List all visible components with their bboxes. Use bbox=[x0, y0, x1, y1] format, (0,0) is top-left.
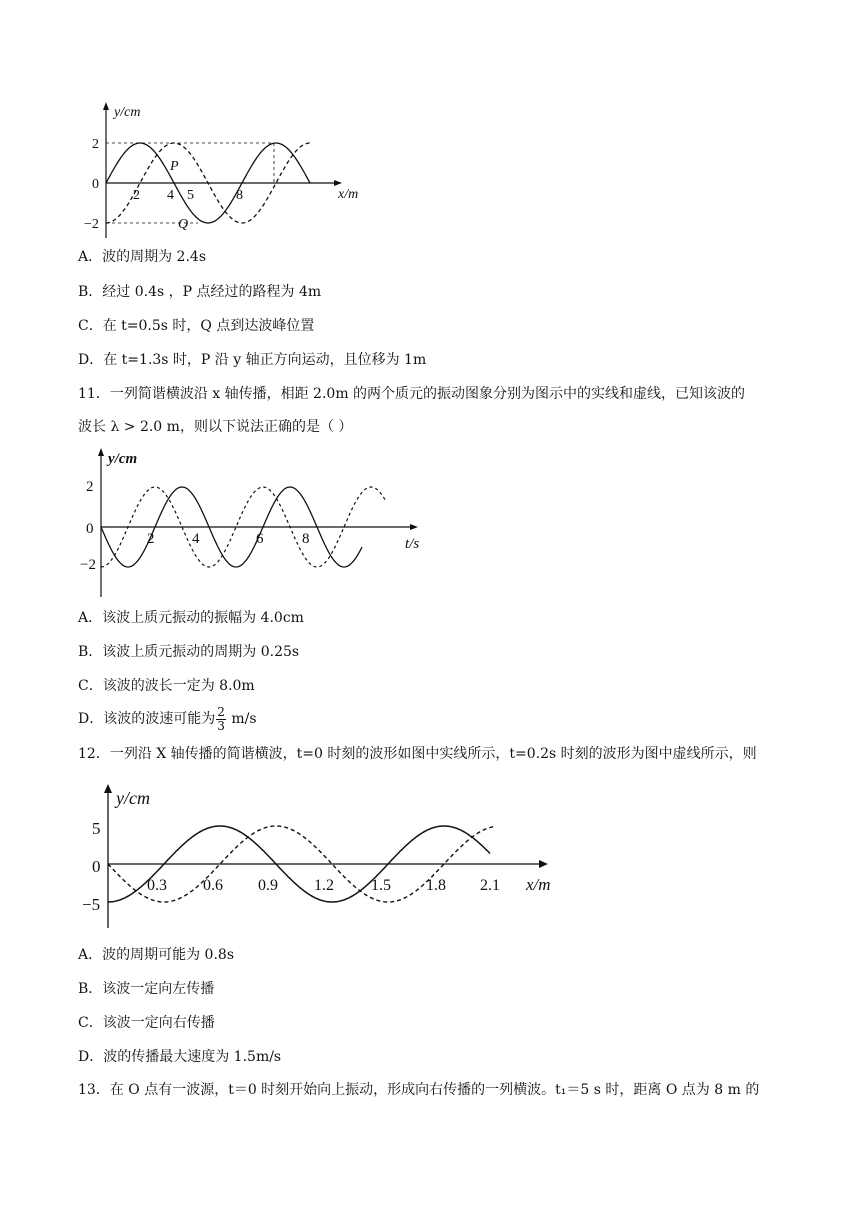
x-tick: 2 bbox=[147, 531, 155, 547]
point-q-label: Q bbox=[178, 217, 189, 232]
x-tick: 0.3 bbox=[147, 877, 167, 894]
x-tick: 8 bbox=[302, 531, 310, 547]
q12-line-1: 12．一列沿 X 轴传播的简谐横波，t=0 时刻的波形如图中实线所示，t=0.2s 时刻的波形为图中虚线所示，则 bbox=[78, 746, 757, 762]
y-axis-label: y/cm bbox=[114, 105, 141, 120]
vibration-figure-2 bbox=[80, 445, 430, 600]
x-tick: 5 bbox=[187, 188, 194, 203]
option-d-text: D．该波的波速可能为 bbox=[78, 711, 216, 727]
q12-option-d: D．波的传播最大速度为 1.5m/s bbox=[78, 1049, 282, 1065]
y-tick: 2 bbox=[86, 479, 94, 495]
q11-option-b: B．该波上质元振动的周期为 0.25s bbox=[78, 644, 300, 660]
y-tick: −5 bbox=[82, 895, 101, 914]
x-tick: 1.5 bbox=[371, 877, 391, 894]
x-tick: 8 bbox=[236, 188, 243, 203]
fraction-numerator: 2 bbox=[217, 704, 225, 719]
q10-option-d: D．在 t=1.3s 时，P 沿 y 轴正方向运动，且位移为 1m bbox=[78, 352, 427, 368]
x-tick: 1.2 bbox=[314, 877, 334, 894]
y-tick: 2 bbox=[92, 137, 99, 152]
q12-option-b: B．该波一定向左传播 bbox=[78, 981, 215, 997]
q11-line-1: 11．一列简谐横波沿 x 轴传播，相距 2.0m 的两个质元的振动图象分别为图示中的实线和虚线，已知该波的 bbox=[78, 386, 746, 402]
x-axis-label: x/m bbox=[338, 187, 359, 202]
q10-option-b: B．经过 0.4s ，P 点经过的路程为 4m bbox=[78, 284, 322, 300]
y-tick: −2 bbox=[80, 557, 96, 573]
q11-option-a: A．该波上质元振动的振幅为 4.0cm bbox=[78, 610, 304, 626]
y-tick: 0 bbox=[92, 857, 101, 876]
wave-figure-1 bbox=[80, 100, 380, 240]
y-tick: 0 bbox=[92, 177, 99, 192]
fraction-denominator: 3 bbox=[217, 718, 225, 733]
q10-option-c: C．在 t=0.5s 时，Q 点到达波峰位置 bbox=[78, 318, 315, 334]
q10-option-a: A．波的周期为 2.4s bbox=[78, 249, 207, 265]
y-axis-label: y/cm bbox=[116, 788, 150, 808]
x-tick: 2 bbox=[133, 188, 140, 203]
option-d-unit: m/s bbox=[231, 711, 257, 727]
y-tick: 0 bbox=[86, 521, 94, 537]
y-tick: −2 bbox=[84, 217, 99, 232]
q11-line-2: 波长 λ > 2.0 m，则以下说法正确的是（ ） bbox=[78, 419, 353, 435]
x-tick: 0.6 bbox=[203, 877, 223, 894]
x-tick: 1.8 bbox=[426, 877, 446, 894]
x-axis-label: x/m bbox=[526, 875, 551, 894]
x-tick: 4 bbox=[192, 531, 200, 547]
y-axis-label: y/cm bbox=[108, 451, 138, 467]
x-tick: 0.9 bbox=[258, 877, 278, 894]
q12-option-a: A．波的周期可能为 0.8s bbox=[78, 947, 235, 963]
x-axis-label: t/s bbox=[405, 536, 420, 552]
q11-option-c: C．该波的波长一定为 8.0m bbox=[78, 678, 255, 694]
x-tick: 4 bbox=[167, 188, 174, 203]
point-p-label: P bbox=[170, 159, 179, 174]
q12-option-c: C．该波一定向右传播 bbox=[78, 1015, 215, 1031]
y-tick: 5 bbox=[92, 819, 101, 838]
x-tick: 6 bbox=[256, 531, 264, 547]
q13-line-1: 13．在 O 点有一波源，t＝0 时刻开始向上振动，形成向右传播的一列横波。t₁＝5 s 时，距离 O 点为 8 m 的 bbox=[78, 1082, 760, 1098]
q11-option-d bbox=[78, 704, 257, 734]
x-tick: 2.1 bbox=[480, 877, 500, 894]
wave-figure-3 bbox=[80, 780, 560, 930]
fraction bbox=[216, 706, 226, 733]
